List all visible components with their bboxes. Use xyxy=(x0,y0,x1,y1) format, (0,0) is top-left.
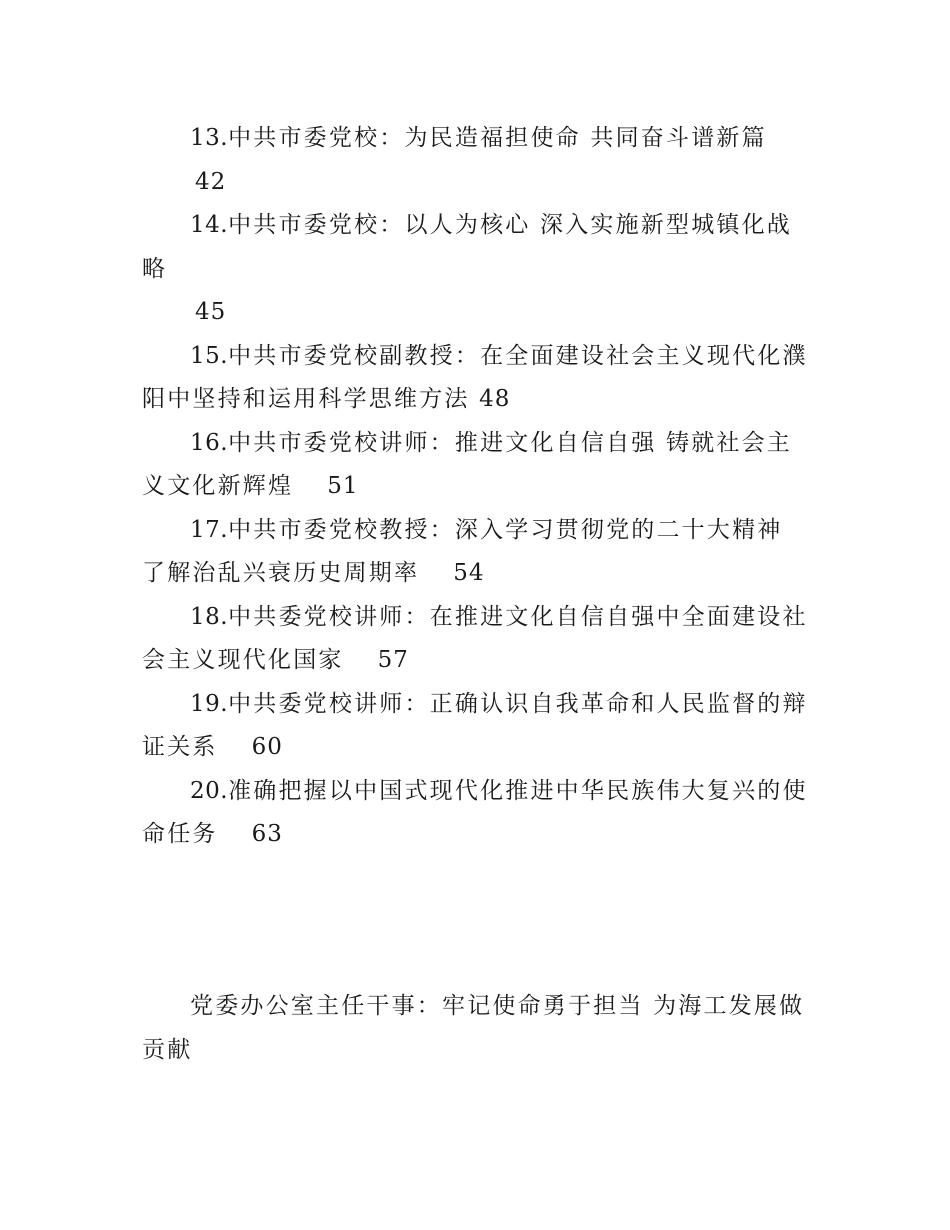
toc-entry-page: 51 xyxy=(327,473,359,499)
toc-entry-number: 14. xyxy=(190,212,229,238)
toc-entry-title: 中共市委党校：以人为核心 深入实施新型城镇化战略 xyxy=(142,212,792,282)
toc-entry-title: 中共市委党校教授：深入学习贯彻党的二十大精神 了解治乱兴衰历史周期率 xyxy=(142,516,783,586)
toc-entry-page: 48 xyxy=(479,386,511,412)
toc-entry-title: 中共委党校讲师：在推进文化自信自强中全面建设社会主义现代化国家 xyxy=(142,603,808,673)
toc-entry-number: 13. xyxy=(190,125,229,151)
toc-entry-number: 18. xyxy=(190,603,229,630)
toc-entry-number: 15. xyxy=(190,342,229,369)
toc-entry-20[interactable] xyxy=(142,770,814,857)
toc-entry-page: 54 xyxy=(453,560,485,586)
toc-entry-page: 42 xyxy=(195,168,227,195)
toc-entry-title: 中共市委党校：为民造福担使命 共同奋斗谱新篇 xyxy=(228,125,767,151)
toc-entry-13[interactable] xyxy=(142,117,814,204)
toc-entry-19[interactable] xyxy=(142,683,814,770)
toc-entry-number: 17. xyxy=(190,516,229,543)
toc-entry-number: 19. xyxy=(190,690,229,717)
toc-entry-18[interactable] xyxy=(142,596,814,683)
toc-entry-number: 16. xyxy=(190,429,229,456)
toc-entry-page: 60 xyxy=(251,734,283,760)
toc-entry-14[interactable] xyxy=(142,204,814,335)
toc-entry-title: 中共市委党校副教授：在全面建设社会主义现代化濮阳中坚持和运用科学思维方法 xyxy=(142,342,808,412)
toc-entry-15[interactable] xyxy=(142,335,814,422)
toc-entry-title: 中共委党校讲师：正确认识自我革命和人民监督的辩证关系 xyxy=(142,690,808,760)
toc-entry-title: 准确把握以中国式现代化推进中华民族伟大复兴的使命任务 xyxy=(142,777,808,847)
toc-entry-16[interactable] xyxy=(142,422,814,509)
toc-entry-page: 57 xyxy=(377,647,409,673)
toc-entry-page: 63 xyxy=(251,821,283,847)
section-heading: 党委办公室主任干事：牢记使命勇于担当 为海工发展做贡献 xyxy=(142,993,805,1063)
toc-entry-17[interactable] xyxy=(142,509,814,596)
toc-entry-page: 45 xyxy=(195,299,227,325)
table-of-contents xyxy=(142,117,814,857)
toc-entry-number: 20. xyxy=(190,777,229,804)
toc-entry-title: 中共市委党校讲师：推进文化自信自强 铸就社会主义文化新辉煌 xyxy=(142,429,792,499)
